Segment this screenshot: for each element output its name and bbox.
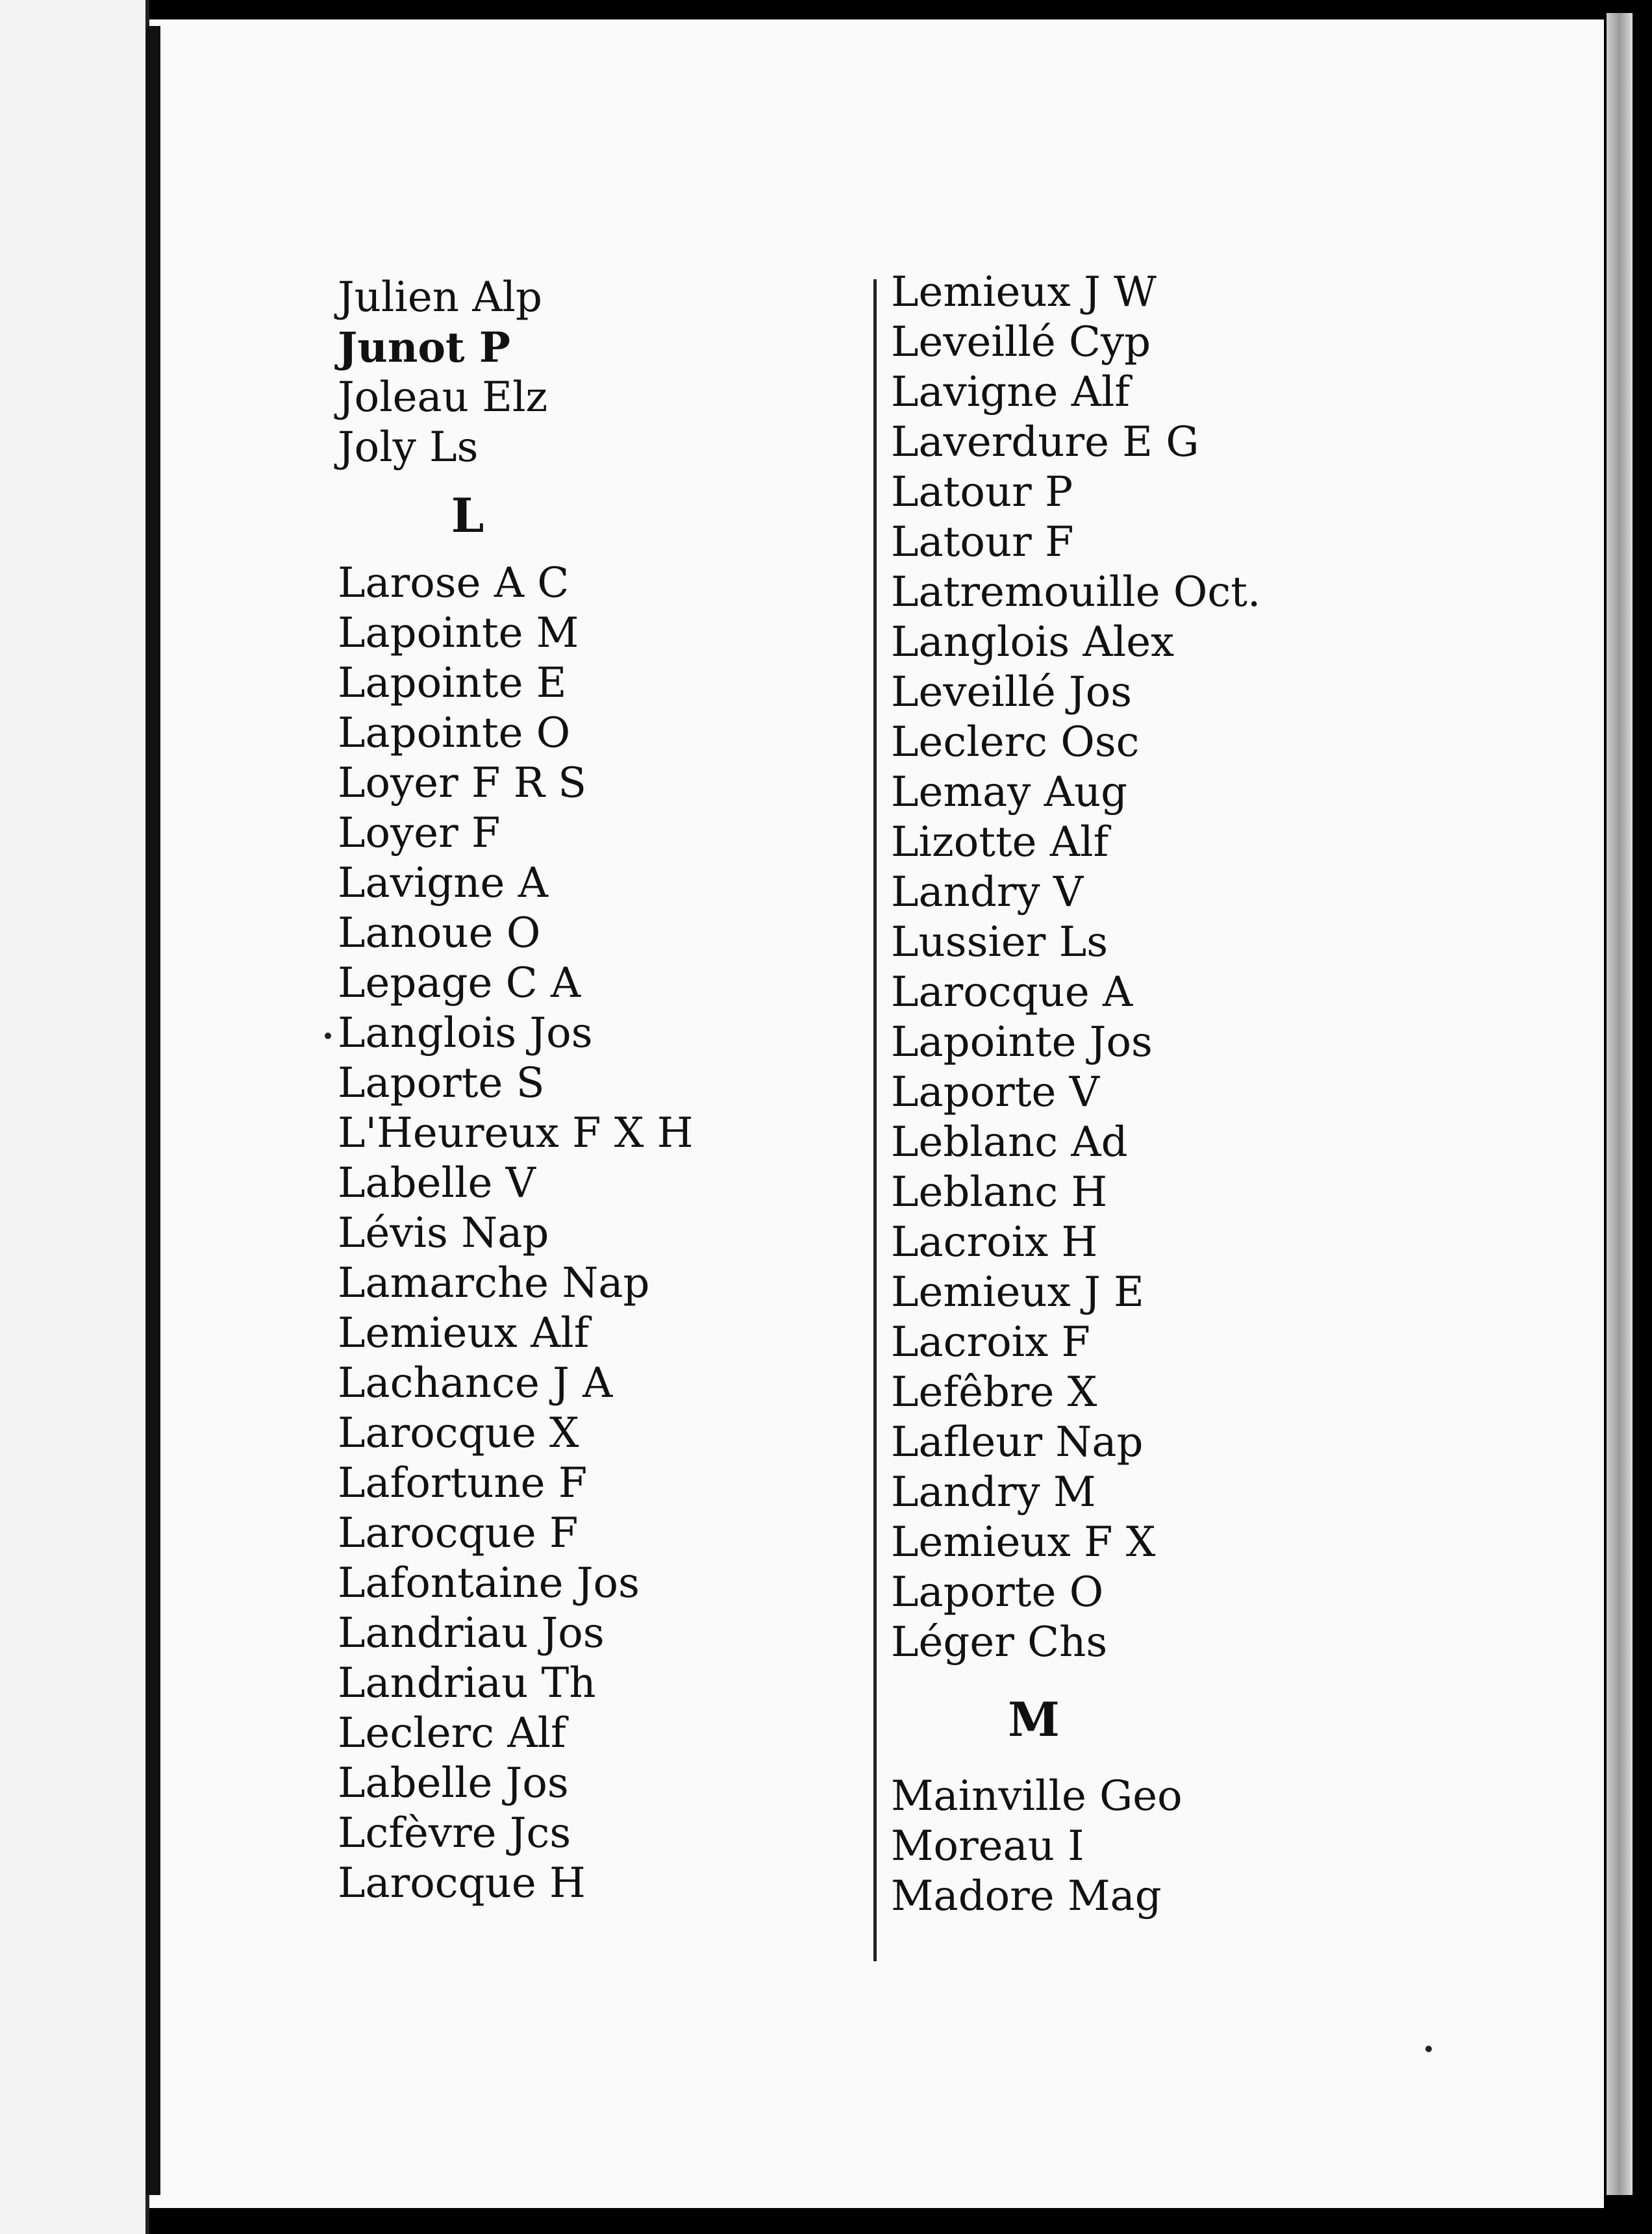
list-item: Lemieux Alf [338,1309,590,1357]
list-item: Lavigne A [338,859,548,907]
list-item: Lizotte Alf [891,818,1109,866]
list-item: Landry M [891,1468,1096,1516]
list-item: Lapointe E [338,659,567,707]
list-item: Lacroix F [891,1318,1090,1366]
list-item: Léger Chs [891,1618,1108,1666]
list-item: Landriau Jos [338,1609,605,1657]
list-item: Larocque F [338,1509,579,1557]
list-item: Lemieux J W [891,268,1157,316]
list-item: Larocque H [338,1859,586,1907]
list-item: Larose A C [338,559,569,607]
list-item: Lapointe M [338,609,579,657]
list-item: Julien Alp [338,273,542,321]
list-item: Leveillé Jos [891,668,1133,716]
list-item: Junot P [338,323,510,372]
list-item: Laporte S [338,1059,545,1107]
list-item: Lafontaine Jos [338,1559,640,1607]
left-page-margin [0,0,149,2234]
list-item: Landry V [891,868,1084,916]
list-item: Lachance J A [338,1359,613,1407]
list-item: Lamarche Nap [338,1259,650,1307]
l-entry-list [338,558,694,1909]
list-item: Lemieux F X [891,1518,1156,1566]
column-divider [873,279,877,1961]
list-item: Lefêbre X [891,1368,1097,1416]
list-item: Mainville Geo [891,1772,1183,1820]
list-item: Latour F [891,518,1074,566]
list-item: Joleau Elz [338,373,548,421]
l-entry-list [891,268,1260,1668]
right-column [891,268,1260,1922]
list-item: Lapointe O [338,709,571,757]
list-item: L'Heureux F X H [338,1109,694,1157]
list-item: Langlois Alex [891,618,1175,666]
list-item: Madore Mag [891,1872,1162,1920]
list-item: Latremouille Oct. [891,568,1261,616]
list-item: Lafleur Nap [891,1418,1144,1466]
list-item: Leclerc Osc [891,718,1140,766]
list-item: Landriau Th [338,1659,596,1707]
list-item: Langlois Jos [338,1009,593,1057]
list-item: Lanoue O [338,909,541,957]
page-edge [1607,13,1633,2195]
book-spine [146,26,160,2195]
list-item: Lemay Aug [891,768,1128,816]
left-column [338,273,694,1909]
list-item: Labelle Jos [338,1759,569,1807]
list-item: Lemieux J E [891,1268,1144,1316]
list-item: Latour P [891,468,1073,516]
list-item: Larocque A [891,968,1133,1016]
list-item: Leveillé Cyp [891,318,1151,366]
list-item: Joly Ls [338,423,479,471]
list-item: Lepage C A [338,959,581,1007]
list-item: Lacroix H [891,1218,1098,1266]
section-heading-l: L [451,488,484,543]
list-item: Labelle V [338,1159,536,1207]
list-item: Loyer F [338,809,501,857]
list-item: Leblanc H [891,1168,1108,1216]
list-item: Leblanc Ad [891,1118,1128,1166]
list-item: Lavigne Alf [891,368,1131,416]
list-item: Leclerc Alf [338,1709,566,1757]
m-entry-list [891,1772,1260,1922]
section-heading-m: M [1008,1692,1060,1747]
list-item: Lussier Ls [891,918,1108,966]
list-item: Lapointe Jos [891,1018,1153,1066]
list-item: Laverdure E G [891,418,1199,466]
list-item: Larocque X [338,1409,579,1457]
ink-mark [1425,2046,1432,2052]
list-item: Lcfèvre Jcs [338,1809,571,1857]
ink-mark [325,1033,331,1039]
list-item: Moreau I [891,1822,1084,1870]
list-item: Loyer F R S [338,759,587,807]
list-item: Lafortune F [338,1459,588,1507]
list-item: Laporte V [891,1068,1099,1116]
list-item: Laporte O [891,1568,1104,1616]
list-item: Lévis Nap [338,1209,549,1257]
